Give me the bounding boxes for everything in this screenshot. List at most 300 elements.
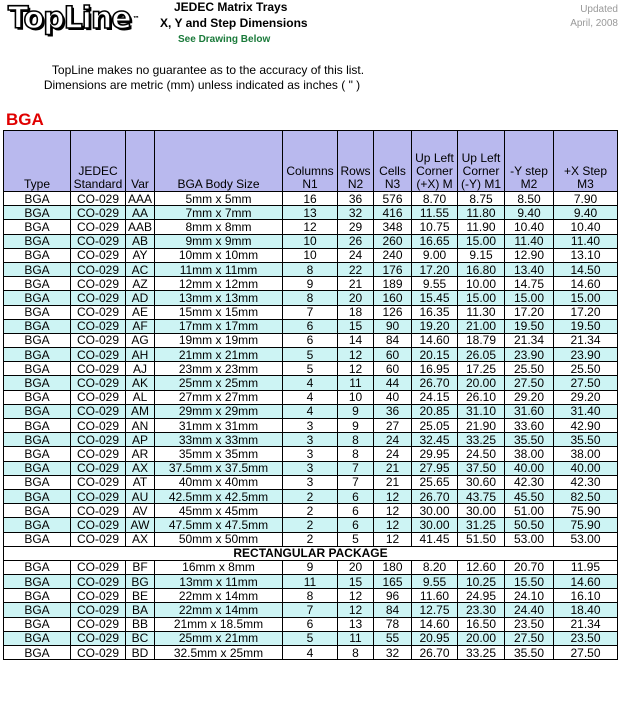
table-cell: 2 bbox=[283, 489, 338, 503]
table-cell: CO-029 bbox=[71, 532, 126, 546]
table-cell: 26 bbox=[338, 234, 374, 248]
table-cell: 31.40 bbox=[554, 404, 618, 418]
table-cell: 10.75 bbox=[412, 220, 458, 234]
table-cell: AK bbox=[126, 376, 155, 390]
table-cell: 31mm x 31mm bbox=[155, 419, 283, 433]
table-cell: 10.00 bbox=[458, 277, 505, 291]
units-note: Dimensions are metric (mm) unless indicated as inches ( " ) bbox=[43, 78, 361, 92]
table-cell: 31.60 bbox=[505, 404, 554, 418]
table-row bbox=[4, 206, 618, 220]
table-cell: 9 bbox=[338, 419, 374, 433]
table-cell: 40mm x 40mm bbox=[155, 475, 283, 489]
table-cell: 75.90 bbox=[554, 518, 618, 532]
table-cell: 24.95 bbox=[458, 589, 505, 603]
table-row bbox=[4, 404, 618, 418]
table-cell: 3 bbox=[283, 433, 338, 447]
table-cell: 9.55 bbox=[412, 575, 458, 589]
table-cell: 13mm x 11mm bbox=[155, 575, 283, 589]
table-cell: 19.50 bbox=[505, 319, 554, 333]
subsection-title: RECTANGULAR PACKAGE bbox=[4, 546, 618, 560]
updated-stamp bbox=[570, 3, 618, 31]
table-cell: 40 bbox=[374, 390, 412, 404]
table-cell: 8.50 bbox=[505, 192, 554, 206]
table-cell: 21.34 bbox=[505, 333, 554, 347]
topline-logo: TopLine ™ bbox=[8, 1, 139, 36]
table-cell: 8.20 bbox=[412, 560, 458, 574]
table-cell: 43.75 bbox=[458, 489, 505, 503]
table-cell: BG bbox=[126, 575, 155, 589]
table-cell: 14.60 bbox=[412, 617, 458, 631]
column-header: BGA Body Size bbox=[155, 131, 283, 192]
table-cell: 17.20 bbox=[554, 305, 618, 319]
table-cell: 12 bbox=[338, 348, 374, 362]
table-cell: CO-029 bbox=[71, 319, 126, 333]
table-cell: 20.70 bbox=[505, 560, 554, 574]
table-cell: 33.60 bbox=[505, 419, 554, 433]
table-cell: 60 bbox=[374, 348, 412, 362]
table-cell: 82.50 bbox=[554, 489, 618, 503]
table-cell: AZ bbox=[126, 277, 155, 291]
table-row bbox=[4, 447, 618, 461]
table-cell: 40.00 bbox=[505, 461, 554, 475]
table-cell: 29 bbox=[338, 220, 374, 234]
table-cell: 24.50 bbox=[458, 447, 505, 461]
table-cell: BGA bbox=[4, 362, 71, 376]
table-cell: 27.95 bbox=[412, 461, 458, 475]
table-cell: 21mm x 18.5mm bbox=[155, 617, 283, 631]
table-cell: 11mm x 11mm bbox=[155, 262, 283, 276]
table-cell: 47.5mm x 47.5mm bbox=[155, 518, 283, 532]
table-cell: 19.50 bbox=[554, 319, 618, 333]
page-title: JEDEC Matrix Trays bbox=[174, 0, 288, 14]
table-cell: 7 bbox=[283, 305, 338, 319]
table-cell: 5 bbox=[283, 348, 338, 362]
table-cell: 33.25 bbox=[458, 646, 505, 660]
table-cell: 16mm x 8mm bbox=[155, 560, 283, 574]
table-cell: 40.00 bbox=[554, 461, 618, 475]
table-cell: 20 bbox=[338, 560, 374, 574]
table-cell: 24.40 bbox=[505, 603, 554, 617]
table-cell: AW bbox=[126, 518, 155, 532]
table-cell: BF bbox=[126, 560, 155, 574]
table-cell: 18 bbox=[338, 305, 374, 319]
table-cell: 6 bbox=[283, 333, 338, 347]
table-row bbox=[4, 192, 618, 206]
table-row bbox=[4, 419, 618, 433]
table-cell: 4 bbox=[283, 646, 338, 660]
table-cell: 2 bbox=[283, 504, 338, 518]
table-cell: 8 bbox=[338, 433, 374, 447]
table-cell: CO-029 bbox=[71, 475, 126, 489]
table-cell: CO-029 bbox=[71, 419, 126, 433]
table-cell: 38.00 bbox=[505, 447, 554, 461]
table-cell: 23.50 bbox=[554, 631, 618, 645]
table-cell: AAB bbox=[126, 220, 155, 234]
table-cell: 2 bbox=[283, 518, 338, 532]
table-cell: 10mm x 10mm bbox=[155, 248, 283, 262]
table-cell: 10 bbox=[283, 248, 338, 262]
table-cell: CO-029 bbox=[71, 206, 126, 220]
table-cell: 3 bbox=[283, 419, 338, 433]
table-cell: 55 bbox=[374, 631, 412, 645]
table-cell: BE bbox=[126, 589, 155, 603]
table-cell: CO-029 bbox=[71, 277, 126, 291]
table-cell: 12 bbox=[374, 518, 412, 532]
table-cell: BGA bbox=[4, 192, 71, 206]
table-cell: 15mm x 15mm bbox=[155, 305, 283, 319]
table-row bbox=[4, 220, 618, 234]
table-cell: 31.25 bbox=[458, 518, 505, 532]
table-cell: 36 bbox=[338, 192, 374, 206]
table-cell: 24 bbox=[338, 248, 374, 262]
table-cell: BGA bbox=[4, 631, 71, 645]
table-cell: 17mm x 17mm bbox=[155, 319, 283, 333]
table-cell: 23mm x 23mm bbox=[155, 362, 283, 376]
table-cell: 12 bbox=[338, 589, 374, 603]
table-cell: 7mm x 7mm bbox=[155, 206, 283, 220]
table-cell: 19.20 bbox=[412, 319, 458, 333]
table-cell: 25mm x 21mm bbox=[155, 631, 283, 645]
column-header: Cells N3 bbox=[374, 131, 412, 192]
table-row bbox=[4, 603, 618, 617]
table-cell: 25.50 bbox=[554, 362, 618, 376]
column-header: Up Left Corner (+X) M bbox=[412, 131, 458, 192]
table-cell: 12 bbox=[374, 504, 412, 518]
column-header: Type bbox=[4, 131, 71, 192]
table-cell: 35.50 bbox=[505, 646, 554, 660]
table-cell: 8 bbox=[338, 447, 374, 461]
table-row bbox=[4, 333, 618, 347]
table-cell: CO-029 bbox=[71, 305, 126, 319]
table-cell: 5 bbox=[283, 631, 338, 645]
table-cell: 10.40 bbox=[554, 220, 618, 234]
table-row bbox=[4, 461, 618, 475]
table-cell: BGA bbox=[4, 390, 71, 404]
table-cell: 24.15 bbox=[412, 390, 458, 404]
table-cell: 12.75 bbox=[412, 603, 458, 617]
table-cell: 27.50 bbox=[554, 646, 618, 660]
table-cell: 9 bbox=[283, 277, 338, 291]
table-cell: AL bbox=[126, 390, 155, 404]
table-cell: 11 bbox=[338, 376, 374, 390]
table-cell: 13 bbox=[338, 617, 374, 631]
table-cell: 36 bbox=[374, 404, 412, 418]
page-subtitle: X, Y and Step Dimensions bbox=[160, 16, 308, 30]
table-cell: AD bbox=[126, 291, 155, 305]
table-cell: AB bbox=[126, 234, 155, 248]
table-cell: CO-029 bbox=[71, 560, 126, 574]
table-cell: 9.00 bbox=[412, 248, 458, 262]
table-cell: AF bbox=[126, 319, 155, 333]
table-cell: 22mm x 14mm bbox=[155, 603, 283, 617]
column-header: JEDEC Standard bbox=[71, 131, 126, 192]
table-row bbox=[4, 489, 618, 503]
table-cell: AA bbox=[126, 206, 155, 220]
table-cell: 53.00 bbox=[554, 532, 618, 546]
table-cell: CO-029 bbox=[71, 376, 126, 390]
table-cell: 26.10 bbox=[458, 390, 505, 404]
table-cell: 22mm x 14mm bbox=[155, 589, 283, 603]
table-cell: AV bbox=[126, 504, 155, 518]
table-cell: BGA bbox=[4, 575, 71, 589]
table-row bbox=[4, 305, 618, 319]
table-cell: 15.45 bbox=[412, 291, 458, 305]
table-cell: AH bbox=[126, 348, 155, 362]
table-cell: CO-029 bbox=[71, 404, 126, 418]
table-cell: BGA bbox=[4, 348, 71, 362]
table-cell: BGA bbox=[4, 603, 71, 617]
table-cell: 14.60 bbox=[554, 277, 618, 291]
column-header: Var bbox=[126, 131, 155, 192]
table-cell: 11.30 bbox=[458, 305, 505, 319]
table-cell: BGA bbox=[4, 248, 71, 262]
table-row bbox=[4, 319, 618, 333]
table-cell: AU bbox=[126, 489, 155, 503]
table-cell: 23.50 bbox=[505, 617, 554, 631]
table-cell: 189 bbox=[374, 277, 412, 291]
table-cell: AE bbox=[126, 305, 155, 319]
table-cell: CO-029 bbox=[71, 504, 126, 518]
table-cell: 11.55 bbox=[412, 206, 458, 220]
table-cell: 60 bbox=[374, 362, 412, 376]
table-cell: 260 bbox=[374, 234, 412, 248]
table-cell: AJ bbox=[126, 362, 155, 376]
table-cell: 18.40 bbox=[554, 603, 618, 617]
table-cell: 14.60 bbox=[412, 333, 458, 347]
table-cell: BA bbox=[126, 603, 155, 617]
table-cell: 9.40 bbox=[554, 206, 618, 220]
table-row bbox=[4, 277, 618, 291]
table-cell: 20 bbox=[338, 291, 374, 305]
table-cell: 51.50 bbox=[458, 532, 505, 546]
table-cell: 35.50 bbox=[554, 433, 618, 447]
table-cell: CO-029 bbox=[71, 333, 126, 347]
table-cell: 30.00 bbox=[412, 518, 458, 532]
table-cell: 44 bbox=[374, 376, 412, 390]
table-row bbox=[4, 504, 618, 518]
table-cell: 9mm x 9mm bbox=[155, 234, 283, 248]
table-cell: 12 bbox=[374, 489, 412, 503]
table-cell: 13.40 bbox=[505, 262, 554, 276]
table-cell: 25.65 bbox=[412, 475, 458, 489]
table-cell: 6 bbox=[283, 617, 338, 631]
table-cell: AR bbox=[126, 447, 155, 461]
table-cell: 26.70 bbox=[412, 489, 458, 503]
table-row bbox=[4, 248, 618, 262]
table-cell: 27.50 bbox=[505, 631, 554, 645]
table-cell: BC bbox=[126, 631, 155, 645]
table-cell: BGA bbox=[4, 589, 71, 603]
table-cell: 24.10 bbox=[505, 589, 554, 603]
table-cell: 16.95 bbox=[412, 362, 458, 376]
table-cell: 16.65 bbox=[412, 234, 458, 248]
table-cell: CO-029 bbox=[71, 518, 126, 532]
table-cell: 78 bbox=[374, 617, 412, 631]
table-header-row bbox=[4, 131, 618, 192]
table-cell: BGA bbox=[4, 461, 71, 475]
table-cell: 9 bbox=[283, 560, 338, 574]
table-cell: 8 bbox=[283, 589, 338, 603]
table-cell: 6 bbox=[338, 504, 374, 518]
table-cell: 416 bbox=[374, 206, 412, 220]
table-cell: 27 bbox=[374, 419, 412, 433]
table-cell: 12mm x 12mm bbox=[155, 277, 283, 291]
table-cell: 11.40 bbox=[505, 234, 554, 248]
table-cell: 3 bbox=[283, 475, 338, 489]
table-cell: CO-029 bbox=[71, 348, 126, 362]
table-cell: BGA bbox=[4, 560, 71, 574]
table-cell: BGA bbox=[4, 504, 71, 518]
table-cell: 20.00 bbox=[458, 376, 505, 390]
table-cell: CO-029 bbox=[71, 575, 126, 589]
table-row bbox=[4, 362, 618, 376]
table-cell: 14.50 bbox=[554, 262, 618, 276]
table-cell: CO-029 bbox=[71, 617, 126, 631]
table-cell: BGA bbox=[4, 475, 71, 489]
table-cell: 8.70 bbox=[412, 192, 458, 206]
table-row bbox=[4, 518, 618, 532]
column-header: +X Step M3 bbox=[554, 131, 618, 192]
table-cell: 14.75 bbox=[505, 277, 554, 291]
table-cell: 240 bbox=[374, 248, 412, 262]
table-cell: 18.79 bbox=[458, 333, 505, 347]
table-cell: BD bbox=[126, 646, 155, 660]
table-cell: 8 bbox=[283, 262, 338, 276]
table-cell: 30.60 bbox=[458, 475, 505, 489]
table-cell: AT bbox=[126, 475, 155, 489]
table-cell: 20.95 bbox=[412, 631, 458, 645]
table-cell: 9 bbox=[338, 404, 374, 418]
table-cell: 13.10 bbox=[554, 248, 618, 262]
table-row bbox=[4, 433, 618, 447]
table-cell: BGA bbox=[4, 532, 71, 546]
table-cell: 180 bbox=[374, 560, 412, 574]
table-cell: 50.50 bbox=[505, 518, 554, 532]
table-cell: 9.55 bbox=[412, 277, 458, 291]
table-cell: BGA bbox=[4, 447, 71, 461]
table-cell: 23.90 bbox=[554, 348, 618, 362]
table-cell: 25mm x 25mm bbox=[155, 376, 283, 390]
table-cell: 12 bbox=[338, 603, 374, 617]
table-row bbox=[4, 575, 618, 589]
table-cell: 4 bbox=[283, 376, 338, 390]
table-cell: BGA bbox=[4, 220, 71, 234]
table-cell: 26.05 bbox=[458, 348, 505, 362]
table-cell: 75.90 bbox=[554, 504, 618, 518]
table-cell: 21mm x 21mm bbox=[155, 348, 283, 362]
table-cell: BGA bbox=[4, 518, 71, 532]
table-cell: 20.15 bbox=[412, 348, 458, 362]
table-cell: 35.50 bbox=[505, 433, 554, 447]
table-cell: 11 bbox=[338, 631, 374, 645]
table-cell: 3 bbox=[283, 461, 338, 475]
table-cell: 30.00 bbox=[412, 504, 458, 518]
table-cell: AG bbox=[126, 333, 155, 347]
table-cell: 15.00 bbox=[458, 234, 505, 248]
table-cell: BGA bbox=[4, 291, 71, 305]
table-cell: 160 bbox=[374, 291, 412, 305]
table-cell: 15 bbox=[338, 575, 374, 589]
table-cell: 15 bbox=[338, 319, 374, 333]
table-cell: BGA bbox=[4, 277, 71, 291]
table-cell: 26.70 bbox=[412, 646, 458, 660]
table-cell: 10 bbox=[338, 390, 374, 404]
table-cell: 20.85 bbox=[412, 404, 458, 418]
table-cell: 84 bbox=[374, 333, 412, 347]
table-cell: 11.80 bbox=[458, 206, 505, 220]
column-header: Rows N2 bbox=[338, 131, 374, 192]
table-row bbox=[4, 376, 618, 390]
table-cell: 12.90 bbox=[505, 248, 554, 262]
table-cell: 14.60 bbox=[554, 575, 618, 589]
table-cell: CO-029 bbox=[71, 220, 126, 234]
table-cell: 10 bbox=[283, 234, 338, 248]
table-cell: BGA bbox=[4, 206, 71, 220]
table-cell: 5 bbox=[283, 362, 338, 376]
table-cell: 32.5mm x 25mm bbox=[155, 646, 283, 660]
table-cell: 6 bbox=[338, 518, 374, 532]
table-cell: 53.00 bbox=[505, 532, 554, 546]
table-cell: 29.20 bbox=[505, 390, 554, 404]
table-cell: 17.20 bbox=[505, 305, 554, 319]
see-drawing-note: See Drawing Below bbox=[178, 34, 271, 45]
column-header: Up Left Corner (-Y) M1 bbox=[458, 131, 505, 192]
column-header: -Y step M2 bbox=[505, 131, 554, 192]
table-cell: AC bbox=[126, 262, 155, 276]
table-cell: 22 bbox=[338, 262, 374, 276]
table-cell: 25.50 bbox=[505, 362, 554, 376]
table-cell: 10.40 bbox=[505, 220, 554, 234]
table-cell: 24 bbox=[374, 433, 412, 447]
disclaimer-line: TopLine makes no guarantee as to the accuracy of this list. bbox=[51, 63, 365, 77]
table-cell: 12 bbox=[338, 362, 374, 376]
table-cell: 27.50 bbox=[505, 376, 554, 390]
table-cell: 21.34 bbox=[554, 617, 618, 631]
subsection-row bbox=[4, 546, 618, 560]
table-cell: CO-029 bbox=[71, 631, 126, 645]
table-cell: 20.00 bbox=[458, 631, 505, 645]
table-cell: 50mm x 50mm bbox=[155, 532, 283, 546]
table-cell: 15.00 bbox=[554, 291, 618, 305]
tray-dimensions-table bbox=[3, 130, 618, 660]
table-cell: BGA bbox=[4, 489, 71, 503]
section-title: BGA bbox=[6, 110, 44, 129]
table-cell: CO-029 bbox=[71, 234, 126, 248]
table-cell: CO-029 bbox=[71, 447, 126, 461]
table-cell: BGA bbox=[4, 646, 71, 660]
table-cell: 8mm x 8mm bbox=[155, 220, 283, 234]
table-cell: 5mm x 5mm bbox=[155, 192, 283, 206]
table-cell: 16.80 bbox=[458, 262, 505, 276]
table-cell: BGA bbox=[4, 262, 71, 276]
table-cell: 45.50 bbox=[505, 489, 554, 503]
table-row bbox=[4, 262, 618, 276]
table-cell: 29mm x 29mm bbox=[155, 404, 283, 418]
table-cell: 9.40 bbox=[505, 206, 554, 220]
table-cell: CO-029 bbox=[71, 646, 126, 660]
table-cell: 30.00 bbox=[458, 504, 505, 518]
table-cell: 35mm x 35mm bbox=[155, 447, 283, 461]
table-cell: 37.5mm x 37.5mm bbox=[155, 461, 283, 475]
table-cell: 32.45 bbox=[412, 433, 458, 447]
table-row bbox=[4, 631, 618, 645]
table-cell: 32 bbox=[338, 206, 374, 220]
table-cell: 41.45 bbox=[412, 532, 458, 546]
table-cell: 8 bbox=[338, 646, 374, 660]
table-cell: 6 bbox=[283, 319, 338, 333]
table-cell: AAA bbox=[126, 192, 155, 206]
table-cell: AX bbox=[126, 532, 155, 546]
